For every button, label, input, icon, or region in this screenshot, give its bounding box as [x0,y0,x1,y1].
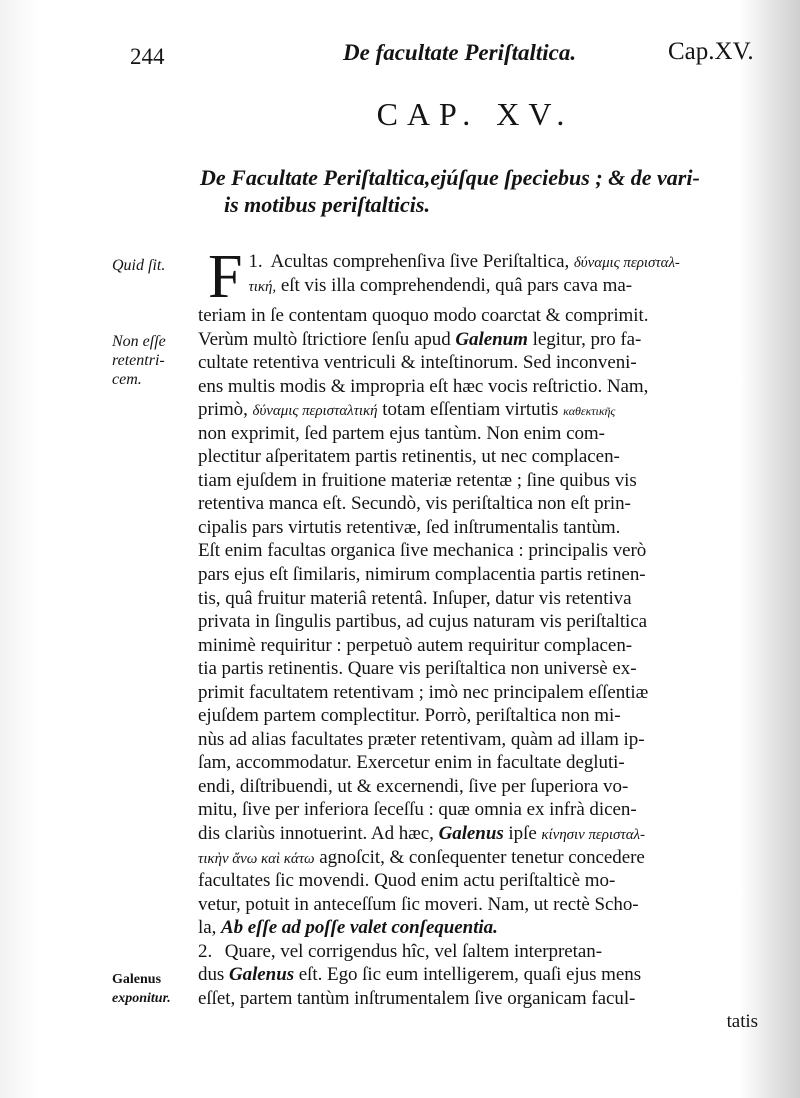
text-line: privata in ſingulis partibus, ad cujus naturam vis periſtaltica [198,611,648,633]
greek-term: καθεκτικῆς [563,404,616,419]
text-line: teriam in ſe contentam quoquo modo coarctat & comprimit. [198,305,649,326]
chapter-title: CAP. XV. [376,96,574,132]
text-span: eſt. Ego ſic eum intelligerem, quaſi ejus mens [298,964,642,986]
text-line: ens multis modis & impropria eſt hæc vocis reſtrictio. Nam, [198,375,649,397]
text-line [198,398,768,422]
text-span: dus [198,964,225,986]
paragraph-number: 1. [248,251,263,272]
text-line [198,274,768,298]
text-line: tia partis retinentis. Quare vis periſtaltica non universè ex- [198,658,637,680]
text-line: minimè requiritur : perpetuò autem requiritur complacen- [198,634,633,656]
text-line: endi, diſtribuendi, ut & excernendi, ſive per ſuperiora vo- [198,775,629,797]
text-line: tis, quâ fruitur materiâ retentâ. Inſuper, datur vis retentiva [198,587,632,609]
margin-note-line: cem. [112,371,142,388]
text-line [198,916,768,940]
author-name: Galenus [438,823,504,845]
text-span: dis clariùs innotuerint. Ad hæc, [198,823,434,845]
text-span: legitur, pro fa- [532,328,642,350]
text-line: vetur, potuit in anteceſſum ſic moveri. Nam, ut rectè Scho- [198,893,639,915]
text-line: ejuſdem partem complectitur. Porrò, periſtaltica non mi- [198,705,621,727]
text-line: tatis [726,1011,758,1033]
page-number: 244 [130,44,165,69]
drop-cap: F [208,243,243,311]
main-text [198,243,768,1034]
margin-note-quid-sit [112,256,165,275]
text-line: cipalis pars virtutis retentivæ, ſed inſtrumentalis tantùm. [198,516,621,538]
text-span: primò, [198,399,248,421]
text-line: tiam ejuſdem in fruitione materiæ retentæ ; ſine quibus vis [198,469,637,491]
text-span: la, [198,917,217,939]
subtitle-line-2: is motibus periſtalticis. [224,192,430,217]
text-line: retentiva manca eſt. Secundò, vis periſtaltica non eſt prin- [198,493,631,515]
text-span: Verùm multò ſtrictiore ſenſu apud [198,328,451,350]
margin-note-non-esse [112,332,166,389]
text-line [198,963,768,987]
text-line [198,822,768,846]
text-line: non exprimit, ſed partem ejus tantùm. Non enim com- [198,422,605,444]
chapter-subtitle [200,164,760,218]
margin-note-line: exponitur. [112,991,171,1006]
margin-note-line: Non eſſe [112,333,166,350]
greek-term: τική, [248,278,277,295]
text-line: facultates ſic movendi. Quod enim actu periſtalticè mo- [198,870,616,892]
text-line: cultate retentiva ventriculi & inteſtinorum. Sed inconveni- [198,352,637,374]
paragraph-number: 2. [198,940,213,962]
text-span: Quare, vel corrigendus hîc, vel ſaltem interpretan- [224,940,602,962]
text-line [198,940,768,964]
margin-note-line: Galenus [112,972,162,987]
text-line: ſam, accommodatur. Exercetur enim in facultate degluti- [198,752,625,774]
text-line: pars ejus eſt ſimilaris, nimirum complacentia partis retinen- [198,564,646,586]
greek-term: κίνησιν περισταλ- [541,827,645,844]
text-line: plectitur aſperitatem partis retinentis, ut nec complacen- [198,446,620,468]
text-span: totam eſſentiam virtutis [382,399,559,421]
author-name: Galenus [228,964,295,986]
text-span: eſt vis illa comprehendendi, quâ pars cava ma- [280,274,633,296]
text-span: agnoſcit, & conſequenter tenetur concedere [319,846,645,868]
running-title: De facultate Periſtaltica. [343,40,577,65]
chapter-reference: Cap.XV. [668,38,754,65]
margin-note-galenus [112,970,171,1008]
text-line [198,328,768,352]
chapter-heading [0,96,800,133]
subtitle-line-1: De Facultate Periſtaltica,ejúſque ſpeciebus ; & de vari- [200,165,700,190]
author-name: Galenum [455,328,528,350]
running-header [0,38,800,78]
greek-term: τικὴν ἄνω καὶ κάτω [198,850,315,867]
text-line [198,846,768,870]
greek-term: δύναμις περισταλτική [252,403,378,420]
paragraph-1 [198,243,768,940]
paragraph-2 [198,940,768,1034]
text-span: Acultas comprehenſiva ſive Periſtaltica, [270,251,570,272]
greek-term: δύναμις περισταλ- [573,255,680,271]
text-line: eſſet, partem tantùm inſtrumentalem ſive organicam facul- [198,987,636,1009]
text-line: mitu, ſive per inferiora ſeceſſu : quæ omnia ex infrà dicen- [198,799,637,821]
text-span: ipſe [508,823,537,845]
margin-note-line: retentri- [112,352,165,369]
scholastic-maxim: Ab eſſe ad poſſe valet conſequentia. [221,917,498,939]
text-line: nùs ad alias facultates præter retentivam, quàm ad illam ip- [198,728,645,750]
margin-note-text: Quid ſit. [112,257,166,274]
text-line: primit facultatem retentivam ; imò nec principalem eſſentiæ [198,681,649,703]
text-line: Eſt enim facultas organica ſive mechanica : principalis verò [198,540,647,562]
